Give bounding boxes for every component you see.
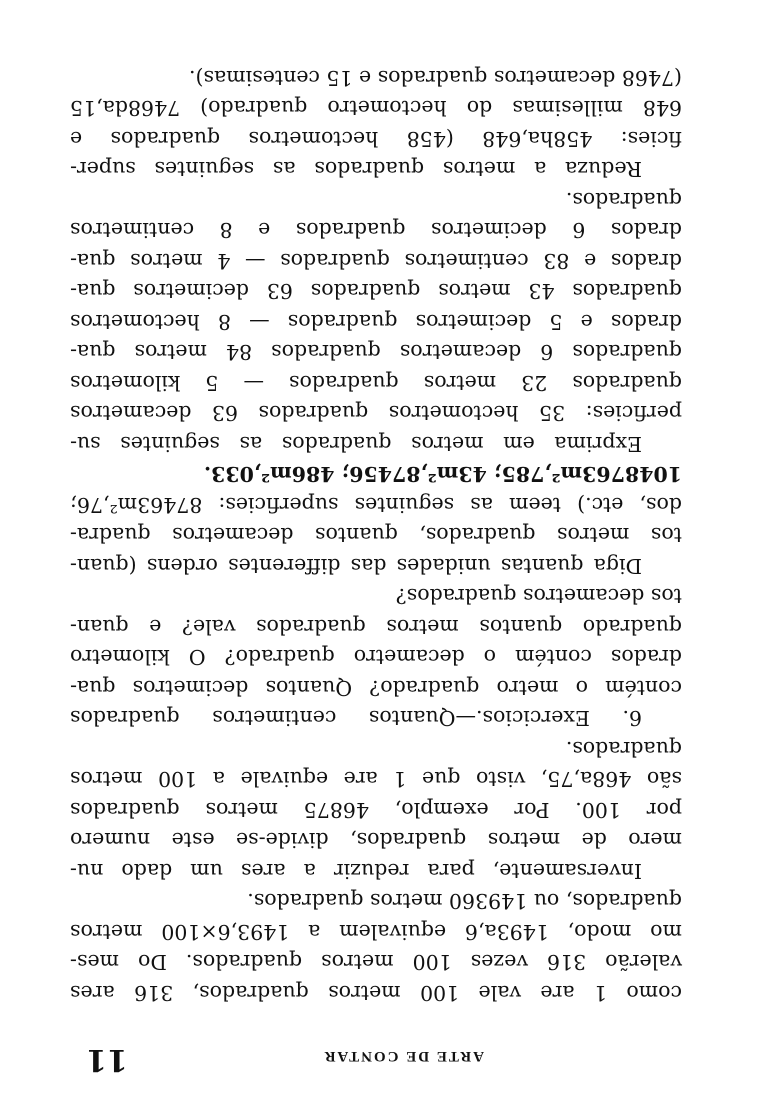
text-line: contém o metro quadrado? Quantos decimetros qua- (70, 676, 682, 700)
running-head: ARTE DE CONTAR (322, 1048, 484, 1064)
text-line: quadrados 43 metros quadrados 63 decimetros qua- (70, 279, 682, 304)
text-line: drados contém o decametro quadrado? O kilometro (70, 645, 682, 670)
text-line: valerão 316 vezes 100 metros quadrados. Do mes- (70, 950, 682, 975)
text-line: dos, etc.) teem as seguintes superficies: 87463m²,76; (70, 493, 682, 517)
text-line: quadrados 6 decametros quadrados 84 metros qua- (70, 340, 682, 365)
text-line: tos metros quadrados, quantos decametros quadra- (70, 523, 682, 548)
text-line: drados 6 decimetros quadrados e 8 centimetros (70, 218, 682, 243)
text-line: por 100. Por exemplo, 46875 metros quadrados (70, 798, 682, 822)
text-line: quadrados 23 metros quadrados — 5 kilometros (70, 371, 682, 395)
text-line: 648 millesimas do hectometro quadrado) 7468da,15 (70, 96, 682, 121)
text-line: mo modo, 1493a,6 equivalem a 1493,6×100 metros (70, 920, 682, 944)
paragraph-exercises-heading (70, 581, 682, 734)
text-line: mero de metros quadrados, divide-se este numero (70, 828, 682, 853)
text-line: Exprima em metros quadrados as seguintes su- (70, 432, 642, 456)
text-line: ficies: 458ha,648 (458 hectometros quadrados e (70, 127, 682, 151)
text-line: são 468a,75, visto que 1 are equivale a 100 metros (70, 767, 682, 792)
text-line: como 1 are vale 100 metros quadrados, 316 ares (70, 981, 682, 1005)
text-line: quadrados, ou 149360 metros quadrados. (247, 889, 682, 914)
paragraph-exercise-units (70, 459, 682, 581)
page-header (0, 1044, 784, 1104)
text-line: Reduza a metros quadrados as seguintes super- (70, 157, 642, 182)
paragraph-are-to-square-metres (70, 886, 682, 1008)
text-line: quadrados. (565, 737, 682, 761)
text-line: 6. Exercicios.—Quantos centimetros quadrados (70, 706, 642, 731)
text-line: drados e 5 decimetros quadrados — 8 hectometros (70, 310, 682, 334)
text-line: perficies: 35 hectometros quadrados 63 decametros (70, 401, 682, 426)
text-line: drados e 83 centimetros quadrados — 4 metros qua- (70, 249, 682, 273)
text-line: 1048763m²,785; 43m²,87456; 486m²,033. (203, 462, 682, 487)
text-line: quadrados. (565, 188, 682, 212)
paragraph-exercise-express (70, 185, 682, 460)
text-line: Inversamente, para reduzir a ares um dado nu- (70, 859, 642, 883)
body-text (70, 63, 682, 1009)
paragraph-inverse-conversion (70, 734, 682, 887)
text-line: tos decametros quadrados? (395, 584, 682, 609)
page-number: 11 (86, 1042, 128, 1077)
text-line: quadrado quantos metros quadrados vale? e quan- (70, 615, 682, 639)
text-line: Diga quantas unidades das differentes ordens (quan- (70, 554, 642, 578)
text-line: (7468 decametros quadrados e 15 centesimas). (188, 66, 682, 90)
paragraph-exercise-reduce (70, 63, 682, 185)
